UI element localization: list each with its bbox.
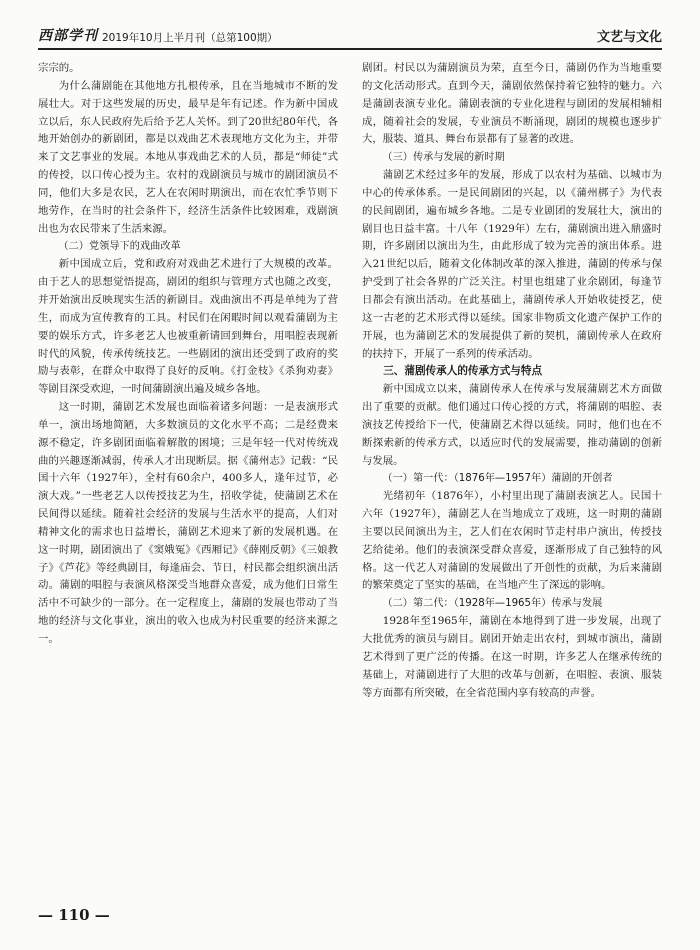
right-column [362,60,662,895]
paragraph: 新中国成立以来，蒲剧传承人在传承与发展蒲剧艺术方面做出了重要的贡献。他们通过口传心授的方式，将蒲剧的唱腔、表演技艺传授给下一代，使蒲剧艺术得以延续。同时，他们也在不断探索新的传承方式，以适应时代的发展需要，推动蒲剧的创新与发展。 [362,383,662,467]
paragraph: 光绪初年（1876年），小村里出现了蒲剧表演艺人。民国十六年（1927年），蒲剧艺人在当地成立了戏班，这一时期的蒲剧主要以民间演出为主，艺人们在农闲时节走村串户演出，传授技艺给徒弟。他们的表演深受群众喜爱，逐渐形成了自己独特的风格。这一代艺人对蒲剧的发展做出了开创性的贡献，为后来蒲剧的繁荣奠定了坚实的基础，在当地产生了深远的影响。 [362,490,662,592]
subsection-heading: （二）第二代：（1928年—1965年）传承与发展 [382,598,603,610]
subsection-heading: （一）第一代：（1876年—1957年）蒲剧的开创者 [382,473,613,485]
subsection-heading: （三）传承与发展的新时期 [382,152,505,164]
paragraph: 这一时期，蒲剧艺术发展也面临着诸多问题：一是表演形式单一，演出场地简陋，大多数演员的文化水平不高；二是经费来源不稳定，许多剧团面临着解散的困境；三是年轻一代对传统戏曲的兴趣逐渐减弱，传承人才出现断层。据《蒲州志》记载：“民国十六年（1927年），全村有60余户，400多人，逢年过节，必演大戏。”一些老艺人以传授技艺为生，招收学徒，使蒲剧艺术在民间得以延续。随着社会经济的发展与生活水平的提高，人们对精神文化的需求也日益增长，蒲剧艺术迎来了新的发展机遇。在这一时期，剧团演出了《窦娥冤》《西厢记》《薛刚反朝》《三娘教子》《芦花》等经典剧目，每逢庙会、节日，村民都会组织演出活动。蒲剧的唱腔与表演风格深受当地群众喜爱，成为他们日常生活中不可缺少的一部分。在一定程度上，蒲剧的发展也带动了当地的经济与文化事业，演出的收入也成为村民重要的经济来源之一。 [38,401,338,645]
paragraph: 为什么蒲剧能在其他地方扎根传承，且在当地城市不断的发展壮大。对于这些发展的历史，最早是年有记述。作为新中国成立以后，东人民政府先后给予艺人关怀。到了20世纪80年代，各地开始创办的新剧团，都是以戏曲艺术表现地方文化为主，并带来了文艺事业的发展。本地从事戏曲艺术的人员，都是“师徒”式的传授，以口传心授为主。农村的戏剧演员与城市的剧团演员不同，他们大多是农民，艺人在农闲时期演出，而在农忙季节则下地劳作，在当时的社会条件下，经济生活条件比较困难，戏剧演出也为农民带来了生活来源。 [38,79,338,235]
journal-title: 西部学刊 [38,28,98,44]
section-heading: 三、蒲剧传承人的传承方式与特点 [383,365,543,378]
section-name: 文艺与文化 [596,30,662,45]
issue-info: 2019年10月上半月刊（总第100期） [102,32,278,44]
page-number: — 110 — [38,906,110,924]
left-column [38,60,338,895]
paragraph: 宗宗的。 [38,62,80,74]
paragraph: 1928年至1965年，蒲剧在本地得到了进一步发展，出现了大批优秀的演员与剧目。剧团开始走出农村，到城市演出，蒲剧艺术得到了更广泛的传播。在这一时期，许多艺人在继承传统的基础上，对蒲剧进行了大胆的改革与创新，在唱腔、表演、服装等方面都有所突破，在全省范围内享有较高的声誉。 [362,615,662,699]
paragraph: 新中国成立后，党和政府对戏曲艺术进行了大规模的改革。由于艺人的思想觉悟提高，剧团的组织与管理方式也随之改变，并开始演出反映现实生活的新剧目。戏曲演出不再是单纯为了营生，而成为宣传教育的工具。村民们在闲暇时间以观看蒲剧为主要的娱乐方式，许多老艺人也被重新请回到舞台，用唱腔表现新时代的风貌，传承传统技艺。一些剧团的演出还受到了政府的奖励与表彰，在群众中取得了良好的反响。《打金枝》《杀狗劝妻》等剧目深受欢迎，一时间蒲剧演出遍及城乡各地。 [38,258,338,396]
paragraph: 蒲剧艺术经过多年的发展，形成了以农村为基础、以城市为中心的传承体系。一是民间剧团的兴起，以《蒲州梆子》为代表的民间剧团，遍布城乡各地。二是专业剧团的发展壮大，演出的剧目也日益丰富。十八年（1929年）左右，蒲剧演出进入鼎盛时期，许多剧团以演出为生，由此形成了较为完善的演出体系。进入21世纪以后，随着文化体制改革的深入推进，蒲剧的传承与保护受到了社会各界的广泛关注。村里也组建了业余剧团，每逢节日都会有演出活动。在此基础上，蒲剧传承人开始收徒授艺，使这一古老的艺术形式得以延续。国家非物质文化遗产保护工作的开展，也为蒲剧艺术的发展提供了新的契机，蒲剧传承人在政府的扶持下，开展了一系列的传承活动。 [362,169,662,360]
running-header [38,24,662,50]
subsection-heading: （二）党领导下的戏曲改革 [58,241,181,253]
paragraph: 剧团。村民以为蒲剧演员为荣，直至今日，蒲剧仍作为当地重要的文化活动形式。直到今天，蒲剧依然保持着它独特的魅力。六是蒲剧表演专业化。蒲剧表演的专业化进程与剧团的发展相辅相成，随着社会的发展，专业演员不断涌现，剧团的规模也逐步扩大，服装、道具、舞台布景都有了显著的改进。 [362,62,662,146]
header-left [38,25,278,48]
